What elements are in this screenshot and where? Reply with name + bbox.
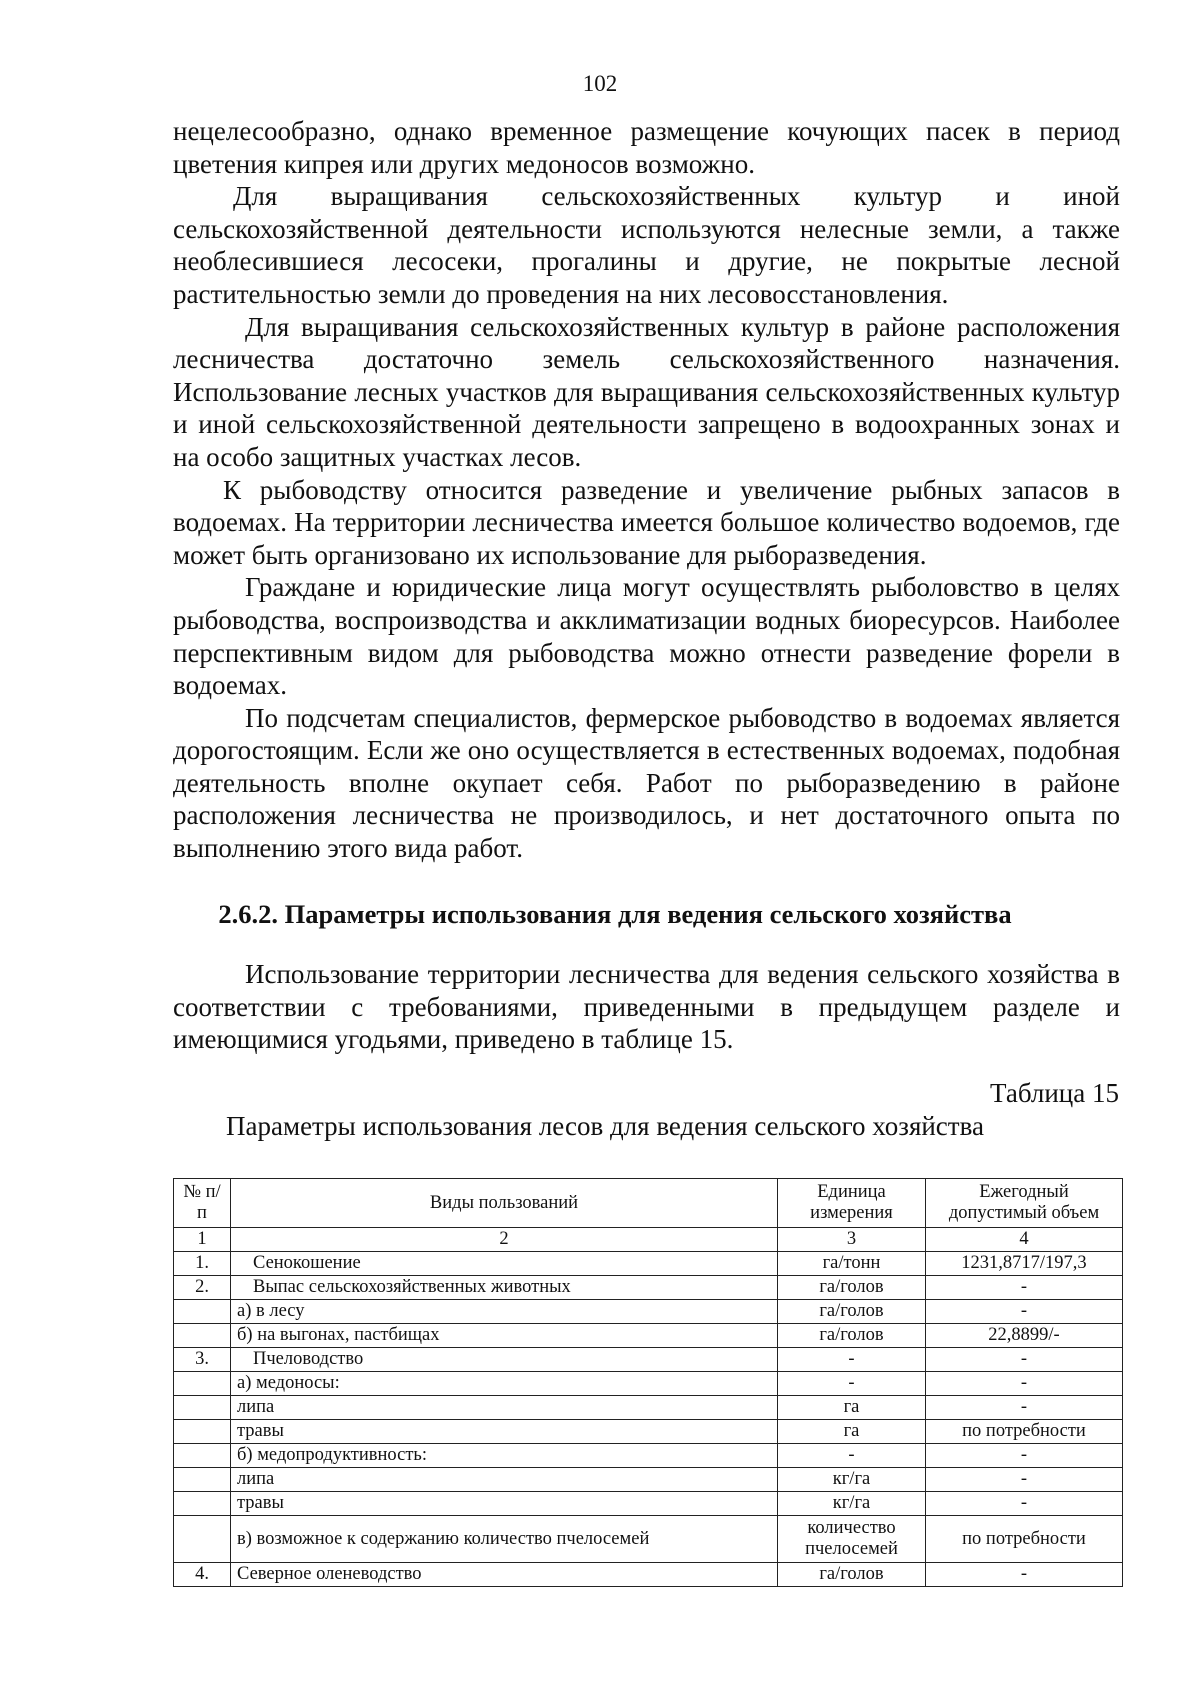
table-cell: липа <box>231 1396 778 1420</box>
table-cell: - <box>926 1468 1123 1492</box>
header-unit: Единица измерения <box>778 1179 926 1228</box>
table-cell: га/голов <box>778 1563 926 1587</box>
table-cell: Выпас сельскохозяйственных животных <box>231 1276 778 1300</box>
table-cell: 1. <box>174 1252 231 1276</box>
header-kind: Виды пользований <box>231 1179 778 1228</box>
table-row <box>174 1492 1123 1516</box>
table-cell <box>174 1420 231 1444</box>
table-cell: - <box>926 1396 1123 1420</box>
paragraph: Использование территории лесничества для ведения сельского хозяйства в соответствии с требованиями, приведенными в предыдущем разделе и имеющимися угодьями, приведено в таблице 15. <box>173 959 1120 1055</box>
table-cell: - <box>778 1348 926 1372</box>
table-cell: га/голов <box>778 1300 926 1324</box>
header-num: № п/п <box>174 1179 231 1228</box>
table-cell: а) медоносы: <box>231 1372 778 1396</box>
table-cell <box>174 1444 231 1468</box>
table-row <box>174 1516 1123 1563</box>
table-cell: Сенокошение <box>231 1252 778 1276</box>
table-cell: 3. <box>174 1348 231 1372</box>
table-row <box>174 1300 1123 1324</box>
table-cell: га <box>778 1420 926 1444</box>
table-cell <box>174 1324 231 1348</box>
table-row <box>174 1348 1123 1372</box>
table-cell: - <box>926 1563 1123 1587</box>
table-cell: - <box>926 1492 1123 1516</box>
table-cell: - <box>926 1372 1123 1396</box>
table-cell <box>174 1516 231 1563</box>
table-cell: - <box>778 1444 926 1468</box>
table-cell: Северное оленеводство <box>231 1563 778 1587</box>
table-title: Параметры использования лесов для ведения сельского хозяйства <box>226 1111 984 1141</box>
section-heading: 2.6.2. Параметры использования для ведения сельского хозяйства <box>218 899 1012 929</box>
table-cell: га/голов <box>778 1324 926 1348</box>
table-header-row <box>174 1179 1123 1228</box>
table-row <box>174 1324 1123 1348</box>
intro-text <box>173 958 1120 1056</box>
paragraph: К рыбоводству относится разведение и увеличение рыбных запасов в водоемах. На территории лесничества имеется большое количество водоемов, где может быть организовано их использование для рыборазведения. <box>173 474 1120 570</box>
paragraph: Для выращивания сельскохозяйственных культур в районе расположения лесничества достаточно земель сельскохозяйственного назначения. Использование лесных участков для выращивания сельскохозяйственных культур и иной сельскохозяйственной деятельности запрещено в водоохранных зонах и на особо защитных участках лесов. <box>173 311 1120 472</box>
table-cell <box>174 1372 231 1396</box>
table-cell: га <box>778 1396 926 1420</box>
table-cell: - <box>926 1276 1123 1300</box>
table-cell: а) в лесу <box>231 1300 778 1324</box>
table-cell: травы <box>231 1492 778 1516</box>
table-cell <box>174 1396 231 1420</box>
table-cell: 22,8899/- <box>926 1324 1123 1348</box>
table-row <box>174 1276 1123 1300</box>
table-cell: Пчеловодство <box>231 1348 778 1372</box>
table-cell: в) возможное к содержанию количество пчелосемей <box>231 1516 778 1563</box>
table-cell: 4 <box>926 1228 1123 1252</box>
paragraph: Для выращивания сельскохозяйственных культур и иной сельскохозяйственной деятельности используются нелесные земли, а также необлесившиеся лесосеки, прогалины и другие, не покрытые лесной растительностью земли до проведения на них лесовосстановления. <box>173 181 1120 309</box>
table-row <box>174 1420 1123 1444</box>
table-row <box>174 1468 1123 1492</box>
table-cell: 2. <box>174 1276 231 1300</box>
table-cell <box>174 1492 231 1516</box>
table-cell: кг/га <box>778 1492 926 1516</box>
table-cell: 2 <box>231 1228 778 1252</box>
body-text <box>173 115 1120 865</box>
table-cell: 1231,8717/197,3 <box>926 1252 1123 1276</box>
table-cell: га/тонн <box>778 1252 926 1276</box>
paragraph: По подсчетам специалистов, фермерское рыбоводство в водоемах является дорогостоящим. Если же оно осуществляется в естественных водоемах, подобная деятельность вполне окупает себя. Работ по рыборазведению в районе расположения лесничества не производилось, и нет достаточного опыта по выполнению этого вида работ. <box>173 702 1120 864</box>
table-row <box>174 1372 1123 1396</box>
table-cell: по потребности <box>926 1516 1123 1563</box>
header-volume: Ежегодный допустимый объем <box>926 1179 1123 1228</box>
table-cell: - <box>778 1372 926 1396</box>
table-cell: б) медопродуктивность: <box>231 1444 778 1468</box>
table-row <box>174 1252 1123 1276</box>
table-cell: травы <box>231 1420 778 1444</box>
table-cell: липа <box>231 1468 778 1492</box>
table-cell <box>174 1468 231 1492</box>
column-number-row <box>174 1228 1123 1252</box>
page-number: 102 <box>582 71 618 96</box>
table-cell: - <box>926 1300 1123 1324</box>
table-cell: 1 <box>174 1228 231 1252</box>
table-row <box>174 1563 1123 1587</box>
table-cell: - <box>926 1348 1123 1372</box>
table-cell: кг/га <box>778 1468 926 1492</box>
table-cell <box>174 1300 231 1324</box>
table-cell: 3 <box>778 1228 926 1252</box>
table-cell: по потребности <box>926 1420 1123 1444</box>
table-cell: количество пчелосемей <box>778 1516 926 1563</box>
table-label: Таблица 15 <box>990 1078 1119 1108</box>
table-cell: 4. <box>174 1563 231 1587</box>
table-row <box>174 1396 1123 1420</box>
table-row <box>174 1444 1123 1468</box>
parameters-table <box>173 1178 1123 1587</box>
paragraph: Граждане и юридические лица могут осуществлять рыболовство в целях рыбоводства, воспроизводства и акклиматизации водных биоресурсов. Наиболее перспективным видом для рыбоводства можно отнести разведение форели в водоемах. <box>173 572 1120 701</box>
table-cell: га/голов <box>778 1276 926 1300</box>
table-cell: - <box>926 1444 1123 1468</box>
paragraph: нецелесообразно, однако временное размещение кочующих пасек в период цветения кипрея или других медоносов возможно. <box>173 116 1120 179</box>
table-cell: б) на выгонах, пастбищах <box>231 1324 778 1348</box>
